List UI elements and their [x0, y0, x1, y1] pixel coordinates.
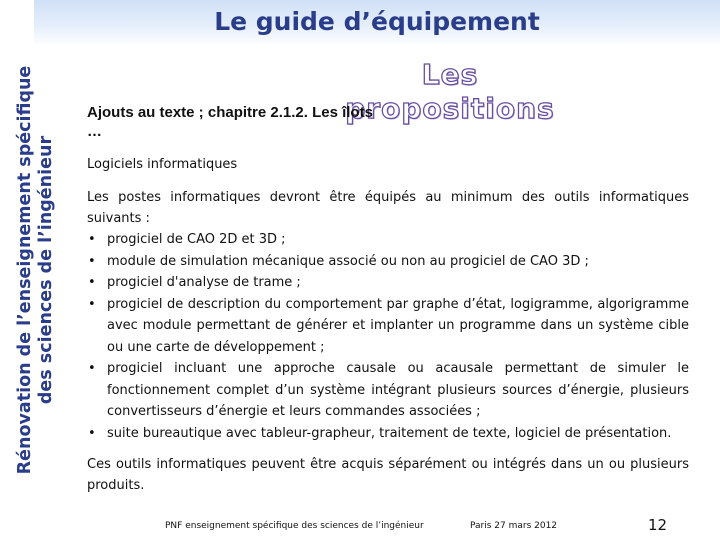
list-item: [87, 294, 689, 359]
bullet-icon: •: [88, 232, 96, 247]
ajouts-line1: Ajouts au texte ; chapitre 2.1.2. Les îlots: [87, 104, 373, 121]
list-item-text: suite bureautique avec tableur-grapheur, traitement de texte, logiciel de présentation.: [107, 425, 672, 441]
bullet-icon: •: [88, 361, 96, 376]
list-item-text: progiciel incluant une approche causale ou acausale permettant de simuler le fonctionnement complet d’un système intégrant plusieurs sources d’énergie, plusieurs convertisseurs d’énergie et leurs commandes associées ;: [107, 361, 689, 419]
page-number: 12: [648, 516, 668, 534]
sidebar: [0, 0, 72, 540]
content-body: [87, 103, 689, 496]
sidebar-title: [15, 10, 57, 530]
bullet-icon: •: [88, 296, 96, 312]
list-item-text: progiciel de CAO 2D et 3D ;: [107, 232, 286, 247]
logiciels-heading: Logiciels informatiques: [87, 157, 238, 172]
list-item: [87, 272, 689, 294]
section-title: Les propositions: [345, 58, 555, 125]
bullet-icon: •: [88, 425, 96, 441]
bullet-icon: •: [88, 253, 96, 269]
list-item: [87, 423, 689, 445]
closing-paragraph: Ces outils informatiques peuvent être acquis séparément ou intégrés dans un ou plusieurs produits.: [87, 457, 689, 493]
page-title: Le guide d’équipement: [214, 7, 540, 36]
list-item-text: progiciel de description du comportement par graphe d’état, logigramme, algorigramme avec module permettant de générer et implanter un programme dans un système cible ou une carte de développement ;: [107, 296, 689, 355]
list-item-text: module de simulation mécanique associé ou non au progiciel de CAO 3D ;: [107, 253, 589, 269]
footer-date: Paris 27 mars 2012: [470, 521, 558, 531]
sidebar-title-line1: Rénovation de l’enseignement spécifique: [15, 65, 35, 475]
intro-paragraph: Les postes informatiques devront être équipés au minimum des outils informatiques suivants :: [87, 190, 689, 226]
list-item: [87, 358, 689, 423]
tools-list: [87, 229, 689, 444]
ajouts-line2: …: [87, 123, 102, 140]
list-item: [87, 229, 689, 251]
footer-text: PNF enseignement spécifique des sciences de l’ingénieur: [165, 521, 424, 531]
ajouts-heading: [87, 103, 689, 141]
bullet-icon: •: [88, 275, 96, 290]
list-item-text: progiciel d'analyse de trame ;: [107, 275, 301, 290]
list-item: [87, 251, 689, 273]
sidebar-title-line2: des sciences de l’ingénieur: [36, 135, 56, 405]
